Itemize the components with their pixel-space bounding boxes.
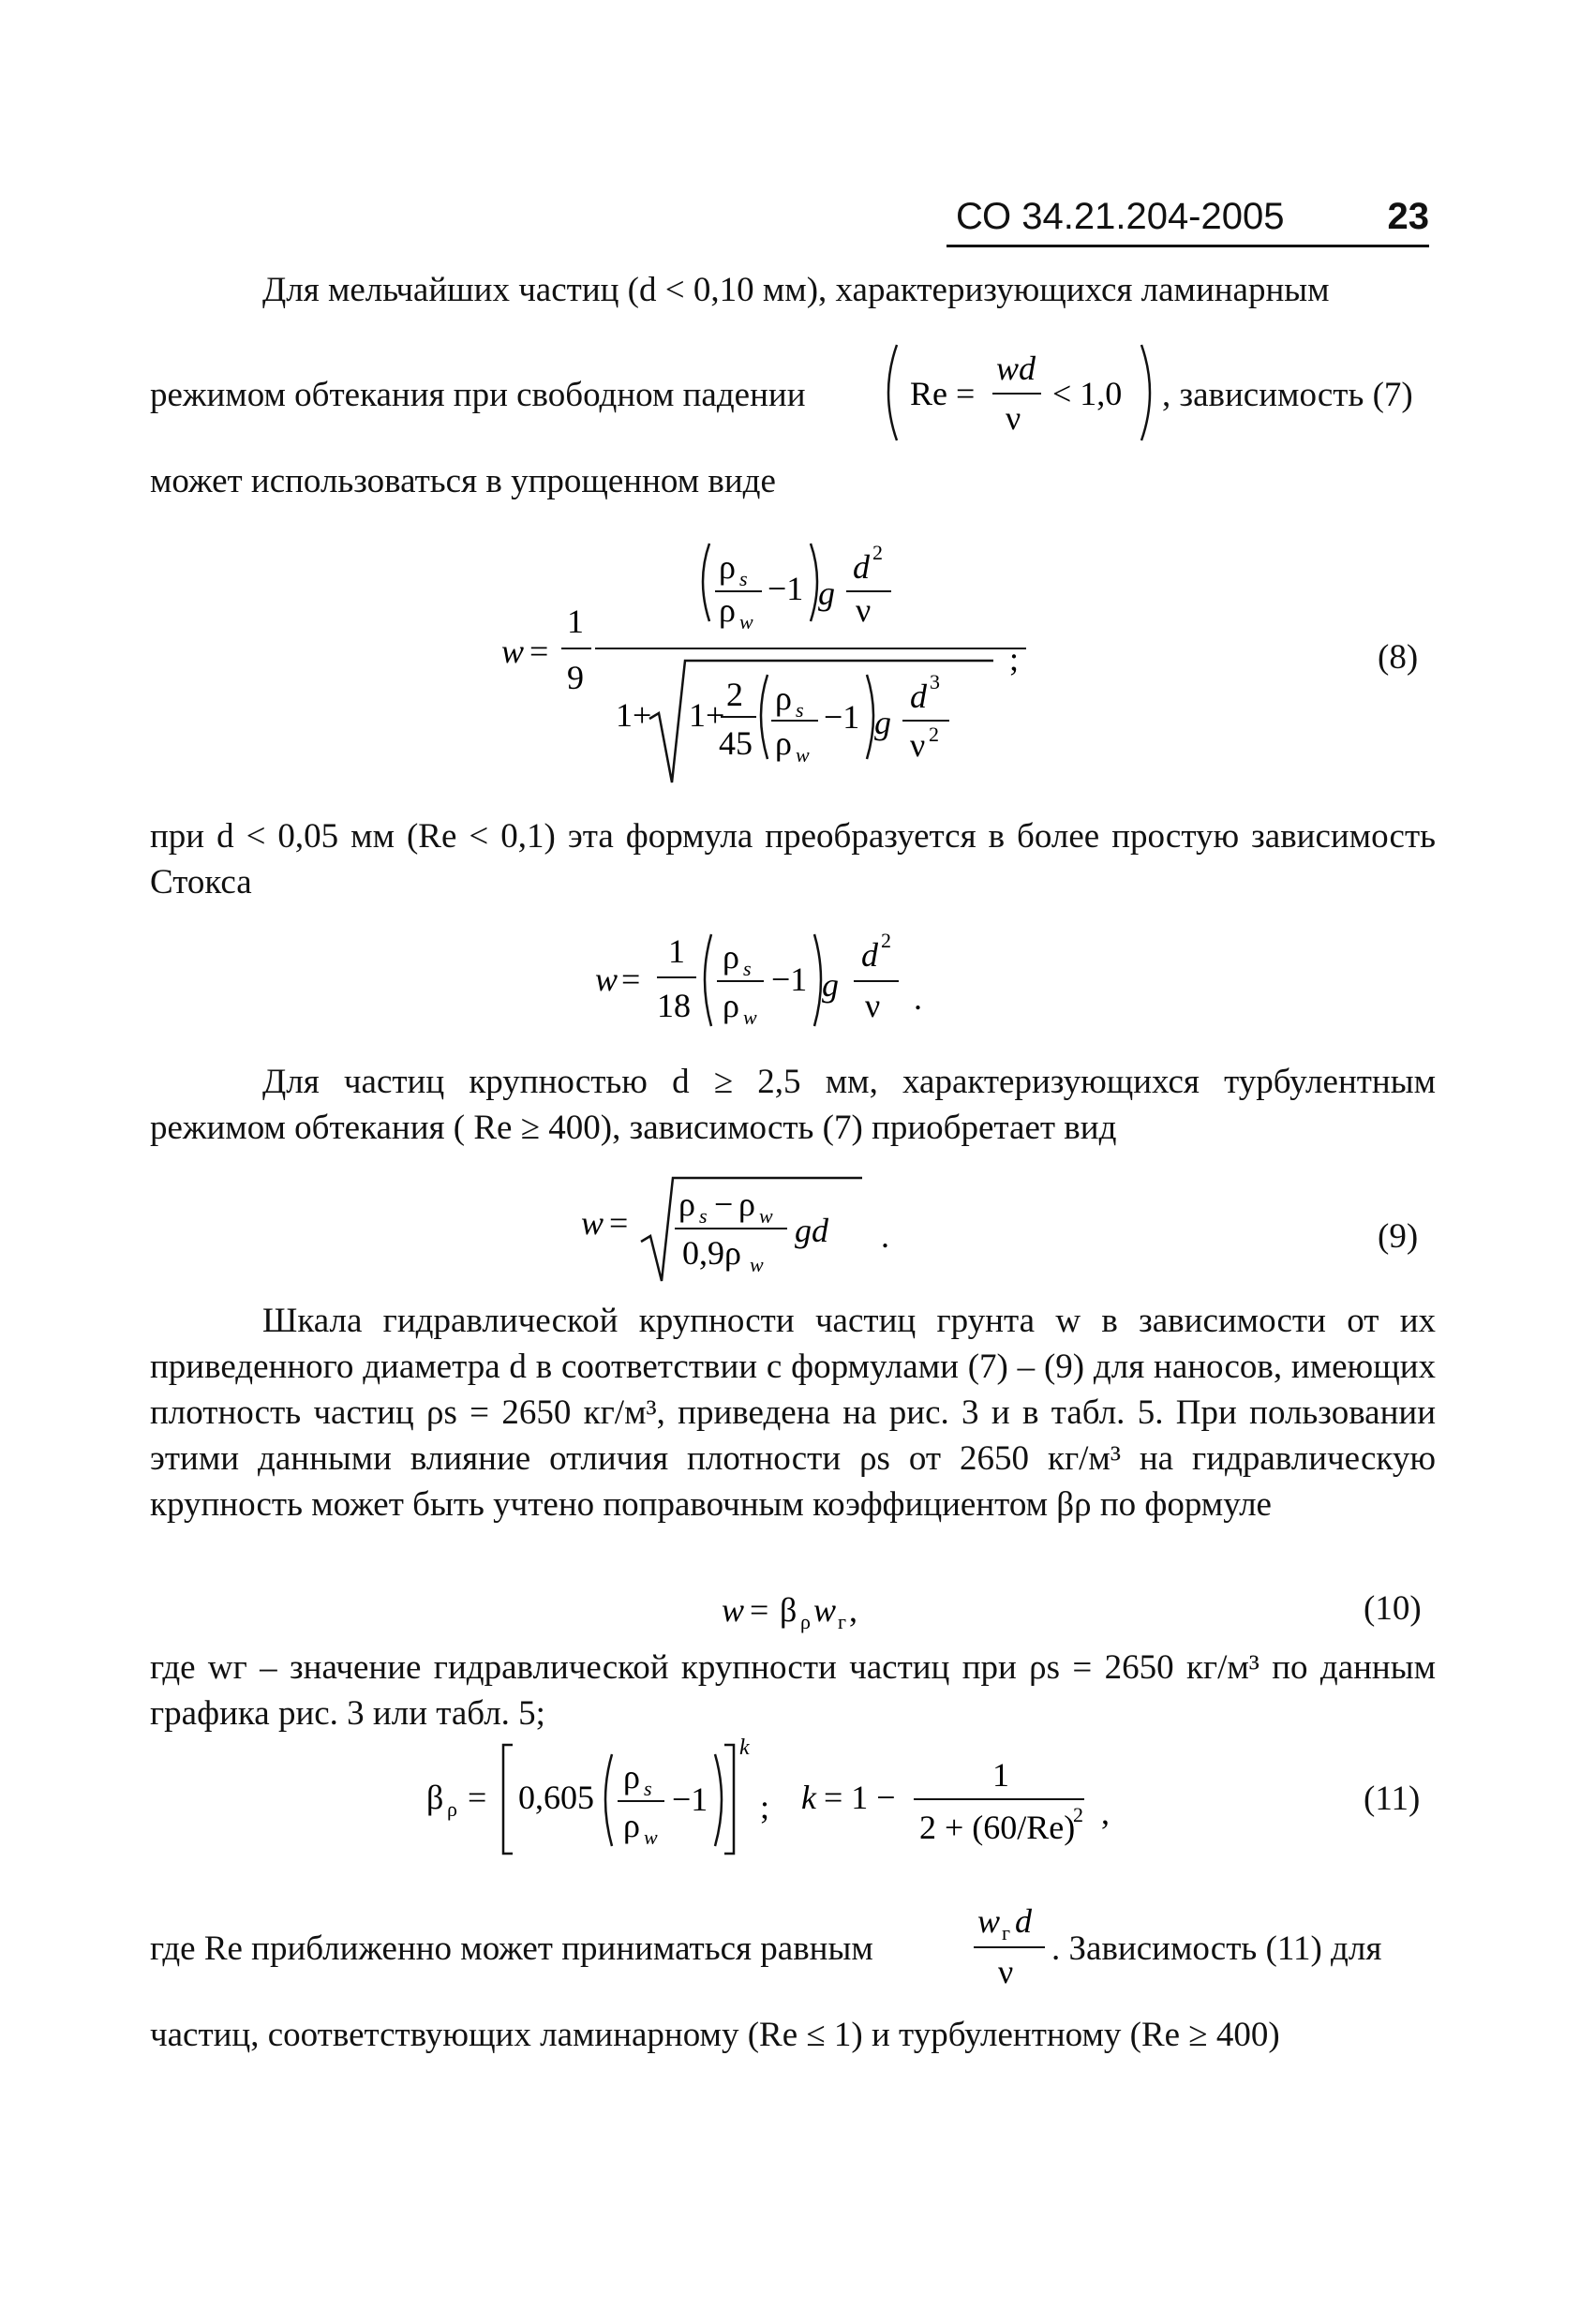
equation-10 <box>722 1584 909 1640</box>
svg-text:2: 2 <box>872 541 883 564</box>
svg-text:s: s <box>699 1204 708 1228</box>
paragraph-2: при d < 0,05 мм (Re < 0,1) эта формула преобразуется в более простую зависимость Стокса <box>150 817 1436 901</box>
paragraph-1-line-2-start: режимом обтекания при свободном падении <box>150 376 806 414</box>
svg-text:ν: ν <box>856 591 872 629</box>
svg-text:3: 3 <box>930 670 940 693</box>
page-header <box>947 192 1429 247</box>
svg-text:w: w <box>796 743 810 767</box>
svg-text:s: s <box>743 957 752 980</box>
equation-11 <box>426 1734 1204 1865</box>
svg-text:=: = <box>529 633 549 670</box>
svg-text:2: 2 <box>881 929 891 952</box>
svg-text:s: s <box>739 567 748 590</box>
svg-text:ρ: ρ <box>719 591 736 629</box>
svg-text:ν: ν <box>910 726 926 764</box>
svg-text:1+: 1+ <box>616 696 652 734</box>
svg-text:< 1,0: < 1,0 <box>1052 375 1123 412</box>
svg-text:gd: gd <box>795 1212 828 1249</box>
svg-text:1: 1 <box>567 603 584 640</box>
svg-text:d: d <box>910 678 927 715</box>
paragraph-6-line-2: частиц, соответствующих ламинарному (Re ≤ 1) и турбулентному (Re ≥ 400) <box>150 2016 1280 2054</box>
paragraph-1-line-2-end: , зависимость (7) <box>1162 376 1413 414</box>
svg-text:β: β <box>426 1779 444 1816</box>
svg-text:w: w <box>501 633 525 670</box>
svg-text:0,605: 0,605 <box>518 1779 594 1816</box>
svg-text:ρ: ρ <box>800 1610 811 1633</box>
svg-text:1+: 1+ <box>689 696 725 734</box>
document-code: СО 34.21.204-2005 <box>956 196 1285 237</box>
svg-text:ρ: ρ <box>775 724 792 762</box>
svg-text:w: w <box>813 1591 837 1629</box>
paragraph-6-line-1-end: . Зависимость (11) для <box>1051 1929 1382 1968</box>
svg-text:ρ: ρ <box>738 1185 755 1223</box>
svg-text:.: . <box>914 979 922 1017</box>
svg-text:ν: ν <box>998 1953 1014 1990</box>
svg-text:ρ: ρ <box>723 987 739 1024</box>
svg-text:.: . <box>881 1217 889 1255</box>
svg-text:−1: −1 <box>672 1780 708 1818</box>
svg-text:ν: ν <box>1006 399 1021 437</box>
svg-text:w: w <box>595 961 619 998</box>
svg-text:=: = <box>468 1779 487 1816</box>
svg-text:0,9ρ: 0,9ρ <box>682 1234 741 1272</box>
svg-text:w: w <box>581 1204 604 1242</box>
svg-text:w: w <box>739 610 753 633</box>
paragraph-1-line-1: Для мельчайших частиц (d < 0,10 мм), характеризующихся ламинарным <box>262 271 1330 309</box>
svg-text:wd: wd <box>996 350 1036 387</box>
svg-text:=: = <box>750 1591 769 1629</box>
svg-text:w: w <box>722 1591 745 1629</box>
svg-text:2: 2 <box>929 723 939 746</box>
svg-text:w: w <box>743 1006 757 1029</box>
svg-text:g: g <box>818 574 835 612</box>
equation-10-number: (10) <box>1364 1589 1422 1628</box>
svg-text:ρ: ρ <box>723 938 739 976</box>
svg-text:ρ: ρ <box>678 1185 695 1223</box>
svg-text:−1: −1 <box>771 961 808 998</box>
svg-text:Re =: Re = <box>910 375 976 412</box>
svg-text:ρ: ρ <box>623 1807 640 1844</box>
svg-text:β: β <box>780 1591 798 1629</box>
svg-text:ρ: ρ <box>775 679 792 717</box>
svg-text:s: s <box>796 698 804 722</box>
reynolds-condition-formula <box>876 337 1162 448</box>
svg-text:= 1 −: = 1 − <box>824 1779 896 1816</box>
svg-text:9: 9 <box>567 659 584 696</box>
svg-text:d: d <box>853 548 870 586</box>
paragraph-5: где wг – значение гидравлической крупности частиц при ρs = 2650 кг/м³ по данным графика рис. 3 или табл. 5; <box>150 1648 1436 1733</box>
svg-text:g: g <box>822 966 839 1004</box>
svg-text:w: w <box>750 1253 764 1276</box>
svg-text:k: k <box>801 1779 816 1816</box>
svg-text:1: 1 <box>668 932 685 970</box>
svg-text:=: = <box>609 1204 629 1242</box>
svg-text:−1: −1 <box>824 698 860 736</box>
equation-9-number: (9) <box>1378 1217 1419 1256</box>
svg-text:;: ; <box>1009 640 1020 678</box>
page-number: 23 <box>1387 196 1429 237</box>
svg-text:г: г <box>1002 1921 1011 1944</box>
equation-8 <box>501 529 1045 797</box>
svg-text:ν: ν <box>865 987 881 1024</box>
svg-text:w: w <box>644 1825 658 1849</box>
equation-11-number: (11) <box>1364 1780 1421 1818</box>
svg-text:,: , <box>849 1591 857 1629</box>
svg-text:ρ: ρ <box>447 1797 457 1821</box>
svg-text:2: 2 <box>726 676 743 713</box>
svg-text:=: = <box>621 961 641 998</box>
svg-text:k: k <box>739 1736 750 1760</box>
equation-9 <box>581 1167 909 1289</box>
svg-text:d: d <box>861 936 878 974</box>
svg-text:18: 18 <box>657 987 691 1024</box>
svg-text:w: w <box>977 1902 1001 1940</box>
paragraph-6-line-1-start: где Re приближенно может приниматься равным <box>150 1929 873 1968</box>
svg-text:;: ; <box>760 1788 770 1825</box>
svg-text:d: d <box>1015 1902 1032 1940</box>
paragraph-1-line-3: может использоваться в упрощенном виде <box>150 462 776 500</box>
svg-text:ρ: ρ <box>623 1758 640 1795</box>
paragraph-4: Шкала гидравлической крупности частиц грунта w в зависимости от их приведенного диаметра d в соответствии с формулами (7) – (9) для наносов, имеющих плотность частиц ρs = 2650 кг/м³, приведена на рис. 3 и в табл. 5. При пользовании этими данными влияние отличия плотности ρs от 2650 кг/м³ на гидравлическую крупность может быть учтено поправочным коэффициентом βρ по формуле <box>150 1302 1436 1524</box>
svg-text:g: g <box>874 704 891 741</box>
svg-text:,: , <box>1101 1794 1110 1831</box>
svg-text:г: г <box>838 1610 847 1633</box>
svg-text:−: − <box>714 1185 734 1223</box>
svg-text:ρ: ρ <box>719 548 736 586</box>
svg-text:2 + (60/Re): 2 + (60/Re) <box>919 1809 1076 1846</box>
svg-text:−1: −1 <box>768 570 804 607</box>
svg-text:45: 45 <box>719 724 753 762</box>
svg-text:s: s <box>644 1777 652 1800</box>
equation-8-number: (8) <box>1378 638 1419 677</box>
svg-text:1: 1 <box>992 1756 1009 1794</box>
equation-stokes <box>595 923 970 1040</box>
paragraph-3: Для частиц крупностью d ≥ 2,5 мм, характеризующихся турбулентным режимом обтекания ( Re ≥ 400), зависимость (7) приобретает вид <box>150 1063 1436 1147</box>
svg-text:w: w <box>759 1204 773 1228</box>
svg-text:2: 2 <box>1073 1803 1083 1826</box>
